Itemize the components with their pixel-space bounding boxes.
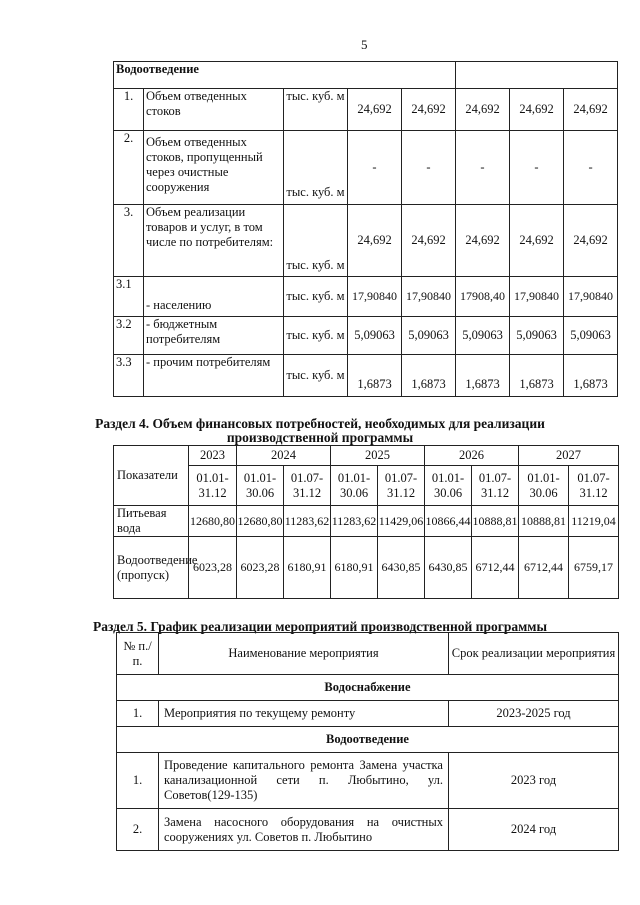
group-heading-vodosnabzhenie: Водоснабжение: [117, 675, 619, 701]
num-header: № п./п.: [117, 633, 159, 675]
section5-title: Раздел 5. График реализации мероприятий производственной программы: [92, 619, 548, 634]
name-header: Наименование мероприятия: [159, 633, 449, 675]
section4-title: Раздел 4. Объем финансовых потребностей, необходимых для реализации производственной программы: [95, 416, 545, 445]
table-row: 3.2 - бюджетным потребителям тыс. куб. м 5,09063 5,09063 5,09063 5,09063 5,09063: [114, 317, 618, 355]
indicator-header: Показатели: [114, 446, 189, 506]
table-row: Водоотведение (пропуск) 6023,28 6023,28 6180,91 6180,91 6430,85 6430,85 6712,44 6712,44 6759,17: [114, 537, 619, 599]
page-number: 5: [361, 37, 368, 52]
term-header: Срок реализации мероприятия: [449, 633, 619, 675]
section5-table: [116, 632, 619, 851]
vodootvedenie-heading: Водоотведение: [114, 62, 456, 89]
vodootvedenie-table: [113, 61, 618, 397]
table-row: 3.1 - населению тыс. куб. м 17,90840 17,90840 17908,40 17,90840 17,90840: [114, 277, 618, 317]
table-row: 1. Мероприятия по текущему ремонту 2023-2025 год: [117, 701, 619, 727]
table-row: 3. Объем реализации товаров и услуг, в том числе по потребителям: тыс. куб. м 24,692 24,692 24,692 24,692 24,692: [114, 205, 618, 277]
table-row: 3.3 - прочим потребителям тыс. куб. м 1,6873 1,6873 1,6873 1,6873 1,6873: [114, 355, 618, 397]
section4-table: Показатели 2023 2024 2025 2026 2027 01.01-31.12 01.01-30.06 01.07-31.12 01.01-30.06 01.07-31.12 01.01-30.06 01.07-31.12 01.01-30.06 01.07-31.12 Питьевая вода 12680,80 12680,80 11283,62 11283,62 11429,06 10866,44 10888,81 10888,81 11219,04 Водоотведение (пропуск) 6023,28 6023,28 6180,91 6180,91 6430,85 6430,85 6712,44 6712,44 6759,17: [113, 445, 619, 599]
table-row: 2. Замена насосного оборудования на очистных сооружениях ул. Советов п. Любытино 2024 год: [117, 809, 619, 851]
table-row: Питьевая вода 12680,80 12680,80 11283,62 11283,62 11429,06 10866,44 10888,81 10888,81 11219,04: [114, 506, 619, 537]
table-row: 2. Объем отведенных стоков, пропущенный через очистные сооружения тыс. куб. м - - - - -: [114, 131, 618, 205]
group-heading-vodootvedenie: Водоотведение: [117, 727, 619, 753]
table-row: 1. Проведение капитального ремонта Замена участка канализационной сети п. Любытино, ул. Советов(129-135) 2023 год: [117, 753, 619, 809]
table-row: 1. Объем отведенных стоков тыс. куб. м 24,692 24,692 24,692 24,692 24,692: [114, 89, 618, 131]
